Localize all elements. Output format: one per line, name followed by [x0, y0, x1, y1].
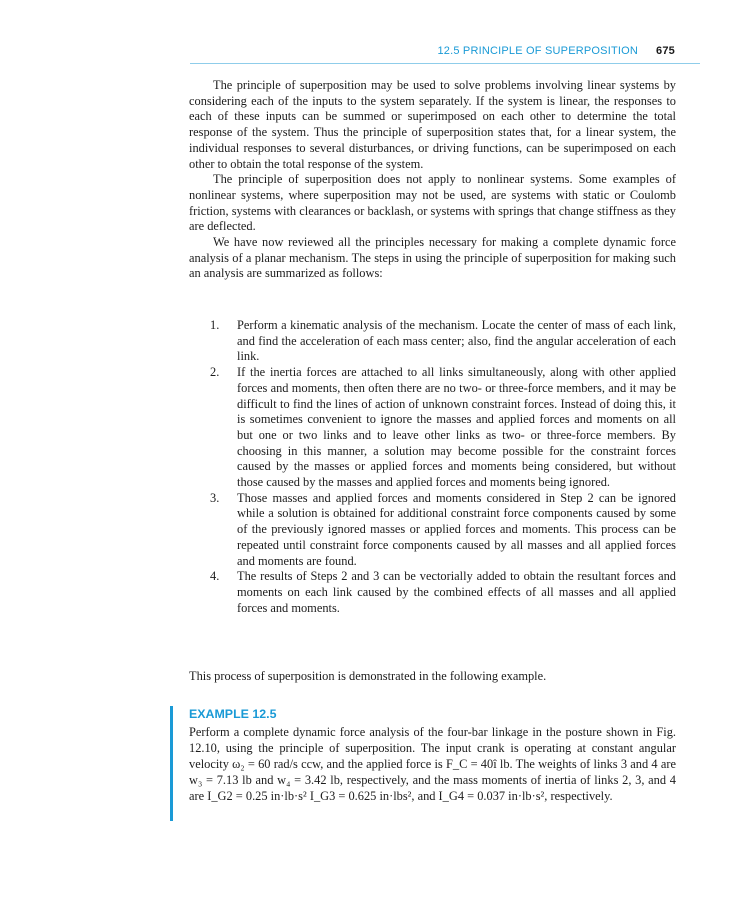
step-text: The results of Steps 2 and 3 can be vectorially added to obtain the resultant forces and moments on each link caused by the combined effects of all masses and all applied forces and moments. [237, 569, 676, 615]
paragraph-superposition-intro: The principle of superposition may be used to solve problems involving linear systems by considering each of the inputs to the system separately. If the system is linear, the responses to each of these inputs can be summed or superimposed on each other to determine the total response of the system. Thus the principle of superposition states that, for a linear system, the individual responses to several disturbances, or driving functions, can be superimposed on each other to obtain the total response of the system. [189, 78, 676, 171]
paragraph-steps-intro: We have now reviewed all the principles necessary for making a complete dynamic force analysis of a planar mechanism. The steps in using the principle of superposition for making such an analysis are summarized as follows: [189, 235, 676, 281]
list-item [210, 365, 676, 491]
list-item [210, 569, 676, 616]
paragraph-nonlinear: The principle of superposition does not apply to nonlinear systems. Some examples of nonlinear systems, where superposition may not be used, are systems with static or Coulomb friction, systems with clearances or backlash, or systems with springs that change stiffness as they are deflected. [189, 172, 676, 234]
step-number: 2. [210, 365, 220, 380]
section-title: 12.5 PRINCIPLE OF SUPERPOSITION [437, 45, 639, 57]
example-accent-bar [170, 706, 173, 821]
example-text: Perform a complete dynamic force analysis of the four-bar linkage in the posture shown in Fig. 12.10, using the principle of superposition. The input crank is operating at constant angular velocity ω₂ = 60 rad/s ccw, and the applied force is F_C = 40î lb. The weights of links 3 and 4 are w₃ = 7.13 lb and w₄ = 3.42 lb, respectively, and the mass moments of inertia of links 2, 3, and 4 are I_G2 = 0.25 in·lb·s² I_G3 = 0.625 in·lbs², and I_G4 = 0.037 in·lb·s², respectively. [189, 725, 676, 803]
body-text [189, 78, 676, 282]
step-number: 3. [210, 490, 220, 505]
page-number: 675 [656, 45, 675, 57]
example-title: EXAMPLE 12.5 [189, 707, 277, 721]
list-item [210, 318, 676, 365]
running-head [190, 45, 675, 57]
steps-list [210, 318, 676, 616]
header-rule [190, 63, 700, 64]
step-number: 1. [210, 318, 220, 332]
step-text: Those masses and applied forces and moments considered in Step 2 can be ignored while a solution is obtained for additional constraint force components caused by some of the previously ignored masses or applied forces and moments. This process can be repeated until constraint force components caused by all masses and all applied forces and moments are found. [237, 490, 676, 568]
list-item [210, 491, 676, 570]
example-body [189, 725, 676, 805]
step-text: Perform a kinematic analysis of the mechanism. Locate the center of mass of each link, and find the acceleration of each mass center; also, find the angular acceleration of each link. [237, 318, 676, 364]
step-number: 4. [210, 569, 220, 584]
step-text: If the inertia forces are attached to all links simultaneously, along with other applied forces and moments, then often there are no two- or three-force members, and it may be difficult to find the lines of action of unknown constraint forces. Instead of doing this, it is sometimes convenient to ignore the masses and applied forces and moments on all but one or two links and to leave other links as two- or three-force members. By choosing in this manner, a solution may become possible for the constraint forces caused by the masses or applied forces and moments being considered, but without those caused by the masses and applied forces and moments being ignored. [237, 365, 676, 490]
closing-sentence: This process of superposition is demonstrated in the following example. [189, 669, 547, 683]
